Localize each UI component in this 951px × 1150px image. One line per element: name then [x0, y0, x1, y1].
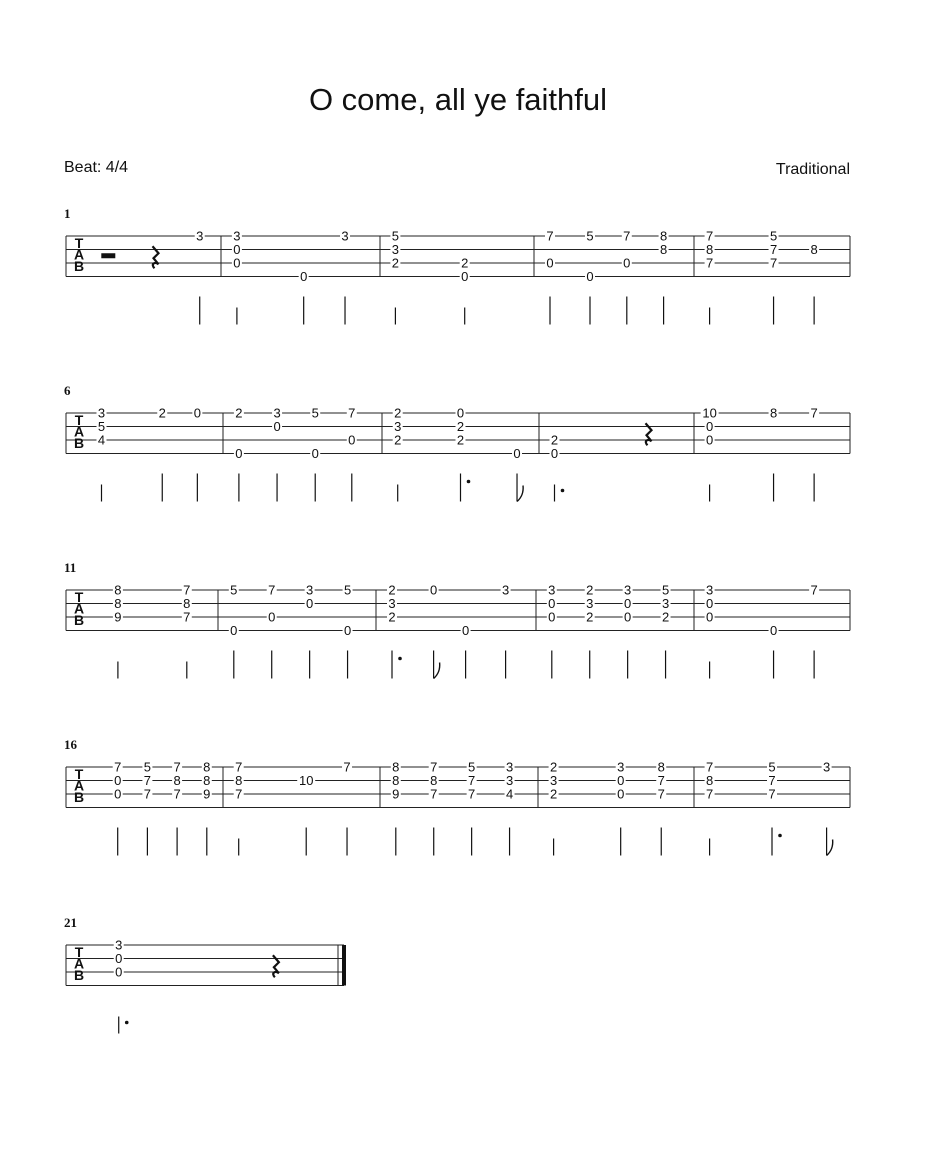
fret-number: 2: [586, 609, 594, 625]
fret-number: 8: [392, 759, 400, 775]
fret-number: 7: [810, 405, 818, 421]
fret-number: 0: [586, 269, 594, 284]
beat-label: Beat: 4/4: [64, 159, 129, 176]
fret-number: 3: [617, 759, 625, 775]
tab-clef-letter: B: [73, 435, 85, 451]
dot: [125, 1021, 129, 1025]
song-title: O come, all ye faithful: [308, 82, 608, 117]
fret-number: 2: [456, 419, 465, 434]
eighth-flag: [517, 486, 523, 502]
half-rest: [101, 253, 115, 258]
fret-number: 0: [513, 446, 521, 461]
dot: [561, 489, 565, 493]
fret-number: 0: [311, 446, 319, 461]
eighth-flag: [827, 840, 833, 856]
tab-clef-letter: A: [73, 600, 85, 617]
fret-number: 5: [230, 582, 238, 598]
fret-number: 0: [461, 269, 469, 284]
fret-number: 7: [114, 759, 122, 775]
fret-number: 8: [657, 759, 665, 775]
fret-number: 2: [661, 609, 670, 625]
fret-number: 8: [114, 596, 122, 611]
dot: [467, 480, 471, 484]
tab-clef-letter: T: [74, 235, 84, 251]
fret-number: 5: [311, 405, 319, 421]
fret-number: 0: [769, 623, 778, 638]
fret-number: 0: [705, 419, 714, 434]
fret-number: 8: [183, 596, 191, 611]
fret-number: 3: [586, 596, 594, 611]
fret-number: 0: [705, 609, 714, 625]
fret-number: 7: [468, 773, 476, 788]
fret-number: 5: [143, 759, 152, 775]
fret-number: 0: [115, 964, 123, 980]
fret-number: 2: [456, 432, 465, 448]
fret-number: 8: [705, 242, 714, 257]
fret-number: 0: [193, 405, 201, 421]
tab-clef-letter: A: [73, 955, 85, 972]
fret-number: 3: [705, 582, 714, 598]
composer: Traditional: [775, 161, 850, 178]
tab-clef-letter: A: [73, 777, 85, 794]
fret-number: 8: [430, 773, 438, 788]
fret-number: 7: [173, 759, 181, 775]
tab-clef-letter: T: [74, 766, 84, 782]
fret-number: 8: [392, 773, 400, 788]
fret-number: 3: [501, 582, 510, 598]
tab-system: [64, 737, 850, 856]
fret-number: 2: [394, 405, 402, 421]
fret-number: 3: [306, 582, 314, 598]
fret-number: 2: [388, 609, 396, 625]
fret-number: 8: [203, 759, 211, 775]
dot: [778, 834, 782, 838]
fret-number: 2: [549, 786, 558, 802]
fret-number: 5: [661, 582, 670, 598]
tab-clef-letter: T: [74, 589, 84, 605]
measure-9: [550, 423, 652, 501]
fret-number: 5: [391, 228, 400, 244]
fret-number: 5: [586, 228, 594, 244]
fret-number: 3: [624, 582, 632, 598]
fret-number: 3: [341, 228, 349, 244]
fret-number: 0: [705, 596, 714, 611]
system-measure-number: 16: [64, 737, 77, 752]
tab-clef-letter: B: [73, 967, 85, 983]
tab-system: [64, 560, 850, 679]
fret-number: 7: [768, 786, 776, 802]
fret-number: 7: [235, 759, 243, 775]
fret-number: 3: [273, 405, 281, 421]
dot: [398, 657, 402, 661]
fret-number: 0: [461, 623, 470, 638]
fret-number: 2: [549, 759, 558, 775]
fret-number: 3: [394, 419, 402, 434]
fret-number: 0: [548, 609, 556, 625]
fret-number: 3: [822, 759, 831, 775]
tab-clef-letter: A: [73, 246, 85, 263]
tab-systems: [64, 206, 850, 1034]
system-measure-number: 21: [64, 915, 77, 930]
fret-number: 8: [235, 773, 243, 788]
fret-number: 3: [505, 759, 514, 775]
fret-number: 7: [343, 759, 351, 775]
fret-number: 5: [769, 228, 778, 244]
tab-clef-letter: T: [74, 944, 84, 960]
fret-number: 7: [235, 786, 243, 802]
fret-number: 0: [343, 623, 352, 638]
fret-number: 4: [505, 786, 514, 802]
fret-number: 0: [624, 609, 632, 625]
fret-number: 4: [97, 432, 106, 448]
fret-number: 0: [624, 596, 632, 611]
tab-system: [64, 206, 850, 325]
fret-number: 0: [230, 623, 238, 638]
fret-number: 0: [235, 446, 243, 461]
fret-number: 0: [306, 596, 314, 611]
fret-number: 2: [461, 255, 469, 271]
fret-number: 7: [657, 773, 665, 788]
fret-number: 7: [430, 786, 438, 802]
fret-number: 7: [705, 786, 714, 802]
tab-clef-letter: B: [73, 258, 85, 274]
tab-clef-letter: A: [73, 423, 85, 440]
fret-number: 0: [550, 446, 559, 461]
fret-number: 2: [235, 405, 243, 421]
fret-number: 5: [343, 582, 352, 598]
fret-number: 8: [705, 773, 714, 788]
fret-number: 2: [394, 432, 402, 448]
tab-system: [64, 915, 346, 1034]
fret-number: 5: [468, 759, 476, 775]
fret-number: 7: [468, 786, 476, 802]
fret-number: 3: [115, 937, 123, 953]
fret-number: 9: [114, 609, 122, 625]
fret-number: 3: [549, 773, 558, 788]
fret-number: 3: [233, 228, 241, 244]
fret-number: 0: [114, 786, 122, 802]
fret-number: 0: [300, 269, 308, 284]
fret-number: 0: [456, 405, 465, 421]
fret-number: 2: [391, 255, 400, 271]
fret-number: 8: [203, 773, 211, 788]
fret-number: 8: [659, 242, 668, 257]
fret-number: 0: [705, 432, 714, 448]
tab-clef-letter: T: [74, 412, 84, 428]
fret-number: 9: [392, 786, 400, 802]
fret-number: 7: [769, 255, 778, 271]
fret-number: 8: [114, 582, 122, 598]
fret-number: 2: [388, 582, 396, 598]
fret-number: 10: [702, 405, 717, 421]
fret-number: 7: [546, 228, 554, 244]
fret-number: 7: [810, 582, 818, 598]
fret-number: 7: [430, 759, 438, 775]
fret-number: 0: [273, 419, 281, 434]
fret-number: 3: [391, 242, 400, 257]
fret-number: 0: [233, 242, 241, 257]
fret-number: 3: [97, 405, 106, 421]
fret-number: 8: [659, 228, 668, 244]
final-bar-line: [342, 945, 346, 986]
fret-number: 8: [810, 242, 818, 257]
fret-number: 0: [233, 255, 241, 271]
fret-number: 0: [548, 596, 556, 611]
fret-number: 7: [143, 786, 152, 802]
fret-number: 7: [705, 255, 714, 271]
fret-number: 3: [505, 773, 514, 788]
fret-number: 0: [115, 951, 123, 966]
fret-number: 0: [429, 582, 438, 598]
fret-number: 7: [143, 773, 152, 788]
fret-number: 0: [623, 255, 631, 271]
fret-number: 7: [705, 759, 714, 775]
fret-number: 7: [768, 773, 776, 788]
fret-number: 3: [196, 228, 204, 244]
fret-number: 2: [586, 582, 594, 598]
fret-number: 5: [97, 419, 106, 434]
fret-number: 7: [769, 242, 778, 257]
fret-number: 0: [617, 773, 625, 788]
fret-number: 7: [183, 582, 191, 598]
fret-number: 3: [388, 596, 396, 611]
fret-number: 0: [114, 773, 122, 788]
fret-number: 8: [173, 773, 181, 788]
fret-number: 7: [623, 228, 631, 244]
fret-number: 5: [768, 759, 776, 775]
tab-clef-letter: B: [73, 789, 85, 805]
fret-number: 2: [550, 432, 559, 448]
fret-number: 0: [546, 255, 554, 271]
fret-number: 2: [158, 405, 166, 421]
fret-number: 0: [617, 786, 625, 802]
fret-number: 7: [268, 582, 276, 598]
system-measure-number: 1: [64, 206, 71, 221]
fret-number: 3: [548, 582, 556, 598]
system-measure-number: 11: [64, 560, 77, 575]
eighth-flag: [434, 663, 440, 679]
fret-number: 7: [657, 786, 665, 802]
fret-number: 7: [348, 405, 356, 421]
fret-number: 7: [705, 228, 714, 244]
tab-system: [64, 383, 850, 502]
fret-number: 3: [661, 596, 670, 611]
fret-number: 8: [769, 405, 778, 421]
fret-number: 7: [173, 786, 181, 802]
fret-number: 9: [203, 786, 211, 802]
fret-number: 0: [348, 432, 356, 448]
fret-number: 10: [298, 773, 314, 788]
system-measure-number: 6: [64, 383, 71, 398]
tab-clef-letter: B: [73, 612, 85, 628]
fret-number: 0: [268, 609, 276, 625]
fret-number: 7: [183, 609, 191, 625]
